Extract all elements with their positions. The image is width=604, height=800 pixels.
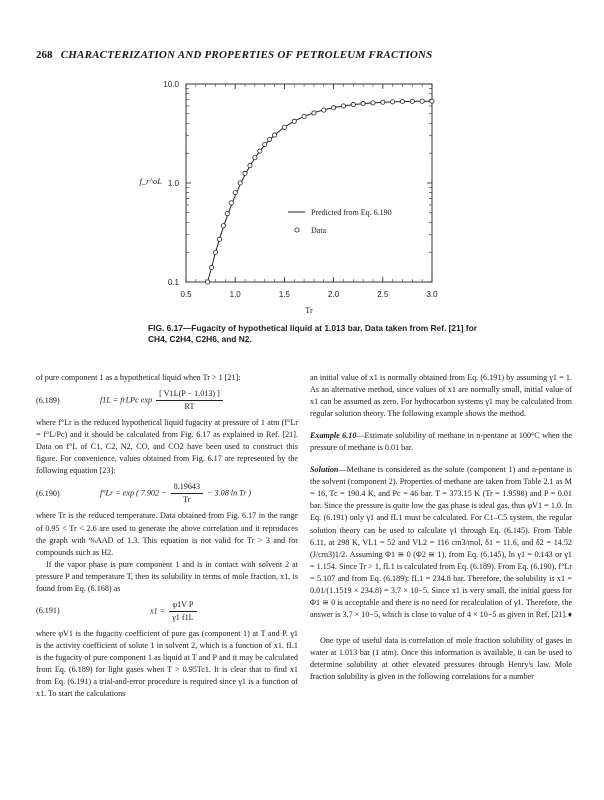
fraction-denominator: γ1 f1L bbox=[172, 612, 194, 622]
data-point bbox=[371, 101, 375, 105]
right-column bbox=[310, 372, 572, 683]
x-tick-label: 2.0 bbox=[328, 290, 340, 299]
x-tick-label: 1.5 bbox=[278, 290, 290, 299]
data-point bbox=[410, 99, 414, 103]
data-point bbox=[391, 100, 395, 104]
data-point bbox=[225, 212, 229, 216]
data-point bbox=[243, 171, 247, 175]
paragraph: If the vapor phase is pure component 1 and is in contact with solvent 2 at pressure P and temperature T, then its solubility in terms of mole fraction, x1, is found from Eq. (6.168) as bbox=[36, 559, 298, 593]
x-axis-label: Tr bbox=[305, 305, 313, 315]
x-tick-label: 3.0 bbox=[426, 290, 438, 299]
data-point bbox=[361, 101, 365, 105]
equation-6-189 bbox=[36, 388, 298, 413]
legend-label: Predicted from Eq. 6.190 bbox=[311, 208, 392, 217]
data-point bbox=[233, 190, 237, 194]
data-point bbox=[341, 104, 345, 108]
predicted-curve bbox=[208, 101, 432, 282]
y-tick-label: 1.0 bbox=[167, 179, 179, 188]
data-point bbox=[272, 133, 276, 137]
data-point bbox=[322, 108, 326, 112]
data-point bbox=[268, 137, 272, 141]
equation-number: (6.191) bbox=[36, 606, 60, 616]
data-point bbox=[292, 119, 296, 123]
page-number: 268 bbox=[36, 49, 53, 61]
data-point bbox=[206, 280, 210, 284]
data-point bbox=[221, 224, 225, 228]
fraction-numerator: 8.19643 bbox=[171, 481, 203, 494]
x-tick-label: 0.5 bbox=[180, 290, 192, 299]
equation-6-191 bbox=[36, 599, 298, 624]
figure-6-17-chart bbox=[0, 0, 604, 330]
equation-fraction bbox=[171, 481, 203, 506]
y-axis-label: f_r^oL bbox=[139, 176, 162, 186]
example-paragraph bbox=[310, 430, 572, 454]
equation-number: (6.189) bbox=[36, 395, 60, 405]
data-point bbox=[217, 237, 221, 241]
equation-fraction bbox=[169, 599, 196, 624]
running-title: CHARACTERIZATION AND PROPERTIES OF PETROLEUM FRACTIONS bbox=[60, 49, 433, 61]
fraction-numerator: φ1V P bbox=[169, 599, 196, 612]
solution-text: —Methane is considered as the solute (component 1) and n-pentane is the solvent (component 2). Properties of methane are taken from Table 2.1 as M = 16, Tc = 190.4 K, and Pc = 46 bar. T = 373.15 K (Tr = 1.9598) and P = 0.01 bar. Since the pressure is quite low the gas phase is ideal gas, thus φV1 = 1.0. In Eq. (6.191) only γ1 and fL1 must be calculated. For C1–C5 system, the regular solution theory can be used to calculate γ1 through Eq. (6.145). From Table 6.11, at 298 K, VL1 = 52 and VL2 = 116 cm3/mol, δ1 = 11.6, and δ2 = 14.52 (J/cm3)1/2. Assuming Φ1 ≅ 0 (Φ2 ≅ 1), from Eq. (6.145), ln γ1 = 0.143 or γ1 = 1.154. Since Tr > 1, fL1 is calculated from Eq. (6.189). From Eq. (6.190), f°Lr = 5.107 and from Eq. (6.189): fL1 = 234.8 bar. Therefore, the solubility is x1 = 0.01/(1.1519 × 234.8) = 3.7 × 10−5. Since x1 is very small, the initial guess for Φ1 ≅ 0 is acceptable and there is no need for recalculation of γ1. Therefore, the answer is 3.7 × 10−5, which is close to value of 4 × 10−5 as given in Ref. [21]. bbox=[310, 465, 572, 619]
equation-number: (6.190) bbox=[36, 488, 60, 498]
y-tick-label: 10.0 bbox=[163, 80, 179, 89]
example-label: Example 6.10 bbox=[310, 431, 357, 441]
data-point bbox=[420, 99, 424, 103]
example-text: —Estimate solubility of methane in n-pentane at 100°C when the pressure of methane is 0.01 bar. bbox=[310, 431, 573, 453]
legend-label: Data bbox=[311, 226, 327, 235]
data-point bbox=[282, 125, 286, 129]
plot-frame bbox=[186, 84, 432, 282]
left-column bbox=[36, 372, 298, 700]
data-point bbox=[253, 156, 257, 160]
fraction-denominator: Tr bbox=[183, 495, 191, 505]
equation-6-190 bbox=[36, 481, 298, 506]
legend-point-swatch bbox=[295, 228, 299, 232]
paragraph: an initial value of x1 is normally obtained from Eq. (6.191) by assuming γ1 = 1. As an alternative method, since values of x1 are normally small, initial value of x1 can be assumed as zero. For hydrocarbon systems γ1 may be calculated from regular solution theory. The following example shows the method. bbox=[310, 373, 572, 419]
solution-paragraph bbox=[310, 464, 572, 621]
x-tick-label: 1.0 bbox=[229, 290, 241, 299]
data-point bbox=[209, 265, 213, 269]
data-point bbox=[258, 149, 262, 153]
data-point bbox=[263, 142, 267, 146]
equation-fraction bbox=[156, 388, 223, 413]
paragraph: of pure component 1 as a hypothetical liquid when Tr > 1 [21]: bbox=[36, 373, 241, 382]
data-point bbox=[332, 106, 336, 110]
data-point bbox=[381, 100, 385, 104]
y-tick-label: 0.1 bbox=[167, 278, 179, 287]
equation-lhs: f°Lr = exp ( 7.902 − bbox=[100, 488, 167, 498]
data-point bbox=[400, 99, 404, 103]
paragraph: where Tr is the reduced temperature. Data obtained from Fig. 6.17 in the range of 0.95 < Tr < 2.6 are used to generate the above correlation and it reproduces the graph with %AAD of 1.3. This equation is not valid for Tr > 3 and for compounds such as H2. bbox=[36, 511, 298, 557]
figure-caption: FIG. 6.17—Fugacity of hypothetical liquid at 1.013 bar. Data taken from Ref. [21] for CH4, C2H4, C2H6, and N2. bbox=[148, 323, 478, 344]
end-of-example-mark: ♦ bbox=[567, 609, 572, 619]
data-point bbox=[351, 102, 355, 106]
data-point bbox=[302, 114, 306, 118]
data-point bbox=[312, 111, 316, 115]
data-point bbox=[238, 181, 242, 185]
data-point bbox=[229, 201, 233, 205]
data-point bbox=[430, 99, 434, 103]
fraction-denominator: RT bbox=[184, 402, 195, 412]
data-point bbox=[213, 250, 217, 254]
equation-lhs: f1L = frLPc exp bbox=[100, 395, 153, 405]
x-tick-label: 2.5 bbox=[377, 290, 389, 299]
fraction-numerator: [ V1L(P − 1.013) ] bbox=[156, 388, 223, 401]
paragraph: One type of useful data is correlation of mole fraction solubility of gases in water at 1.013 bar (1 atm). Once this information is available, it can be used to determine solubility at other elevated pressures through Henry's law. Mole fraction solubility is given in the following correlations for a number bbox=[310, 635, 572, 682]
paragraph: where φV1 is the fugacity coefficient of pure gas (component 1) at T and P. γ1 is the activity coefficient of solute 1 in solvent 2, which is a function of x1. fL1 is the fugacity of pure component 1 as liquid at T and P and it may be calculated from Eq. (6.189) for light gases when T > 0.95Tc1. It is clear that to find x1 from Eq. (6.191) a trial-and-error procedure is required since γ1 is a function of x1. To start the calculations bbox=[36, 628, 298, 699]
equation-lhs: x1 = bbox=[150, 606, 166, 616]
paragraph: where f°Lr is the reduced hypothetical liquid fugacity at pressure of 1 atm (f°Lr = f°L/Pc) and it should be calculated from Fig. 6.17 as explained in Ref. [21]. Data on f°L of C1, C2, N2, CO, and CO2 have been used to construct this figure. For convenience, values obtained from Fig. 6.17 are represented by the following equation [23]: bbox=[36, 418, 298, 476]
equation-tail: − 3.08 ln Tr ) bbox=[207, 488, 252, 498]
data-point bbox=[248, 163, 252, 167]
solution-label: Solution bbox=[310, 465, 339, 475]
